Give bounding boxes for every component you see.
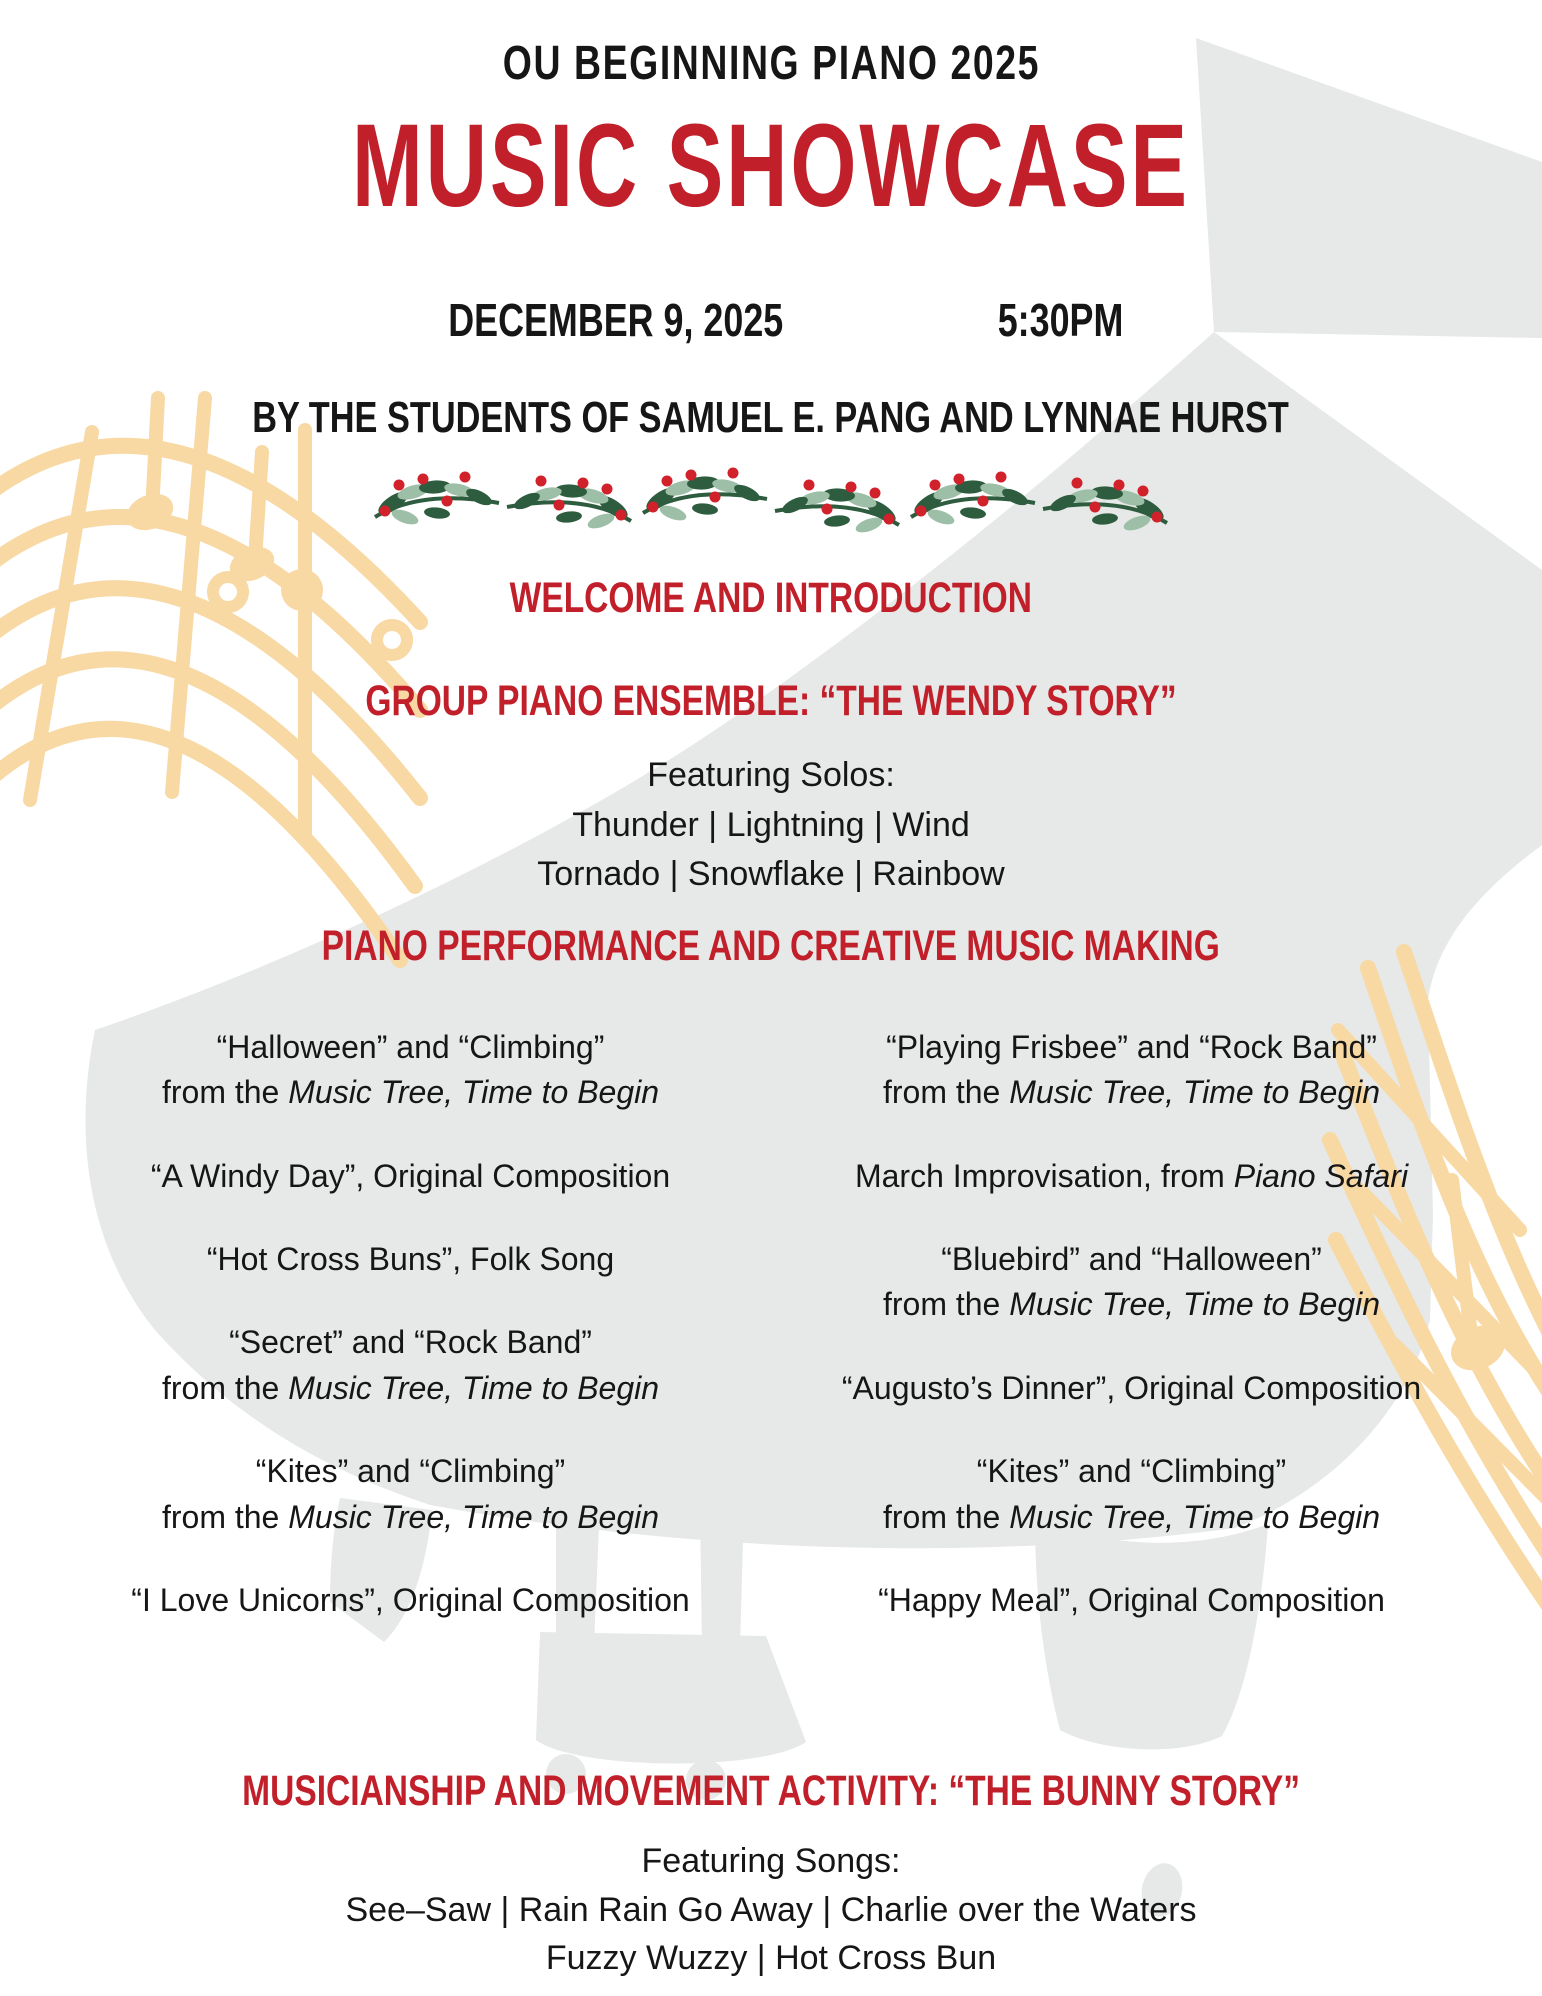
program-item-line: from the Music Tree, Time to Begin (882, 1286, 1381, 1323)
ensemble-featuring-block (0, 751, 1542, 899)
program-item-line: “A Windy Day”, Original Composition (150, 1157, 671, 1194)
program-column-left (50, 1025, 771, 1662)
musicianship-section (0, 1768, 1542, 1982)
program-column-right (771, 1025, 1492, 1662)
ensemble-featuring-label: Featuring Solos: (647, 756, 895, 795)
program-item-line: from the Music Tree, Time to Begin (882, 1498, 1381, 1535)
program-item (50, 1025, 771, 1116)
program-item-line: “Kites” and “Climbing” (255, 1453, 566, 1490)
program-item-line: “Halloween” and “Climbing” (216, 1028, 605, 1065)
ensemble-solo-line: Tornado | Snowflake | Rainbow (537, 855, 1005, 894)
program-item-line: “Augusto’s Dinner”, Original Composition (841, 1369, 1422, 1406)
event-datetime-row (0, 293, 1542, 347)
program-item-line: from the Music Tree, Time to Begin (161, 1498, 660, 1535)
program-item-line: “Bluebird” and “Halloween” (941, 1240, 1322, 1277)
event-time: 5:30PM (997, 293, 1124, 346)
program-item-line: “Playing Frisbee” and “Rock Band” (886, 1028, 1377, 1065)
main-title (0, 100, 1542, 232)
program-item (771, 1366, 1492, 1411)
program-list (0, 1025, 1542, 1662)
program-item-line: “Hot Cross Buns”, Folk Song (206, 1240, 615, 1277)
program-item (771, 1154, 1492, 1199)
welcome-heading: WELCOME AND INTRODUCTION (509, 573, 1033, 622)
program-item-line: “Happy Meal”, Original Composition (878, 1582, 1385, 1619)
holly-garland-icon (371, 461, 1171, 537)
ensemble-solo-line: Thunder | Lightning | Wind (572, 805, 970, 844)
program-item (50, 1154, 771, 1199)
program-item (771, 1449, 1492, 1540)
program-item-line: from the Music Tree, Time to Begin (161, 1369, 660, 1406)
holly-garland-divider (0, 461, 1542, 537)
program-item-line: “Secret” and “Rock Band” (229, 1324, 592, 1361)
program-item (771, 1237, 1492, 1328)
performance-heading: PIANO PERFORMANCE AND CREATIVE MUSIC MAKING (321, 922, 1221, 971)
program-item (50, 1578, 771, 1623)
musicianship-heading: MUSICIANSHIP AND MOVEMENT ACTIVITY: “THE BUNNY STORY” (242, 1767, 1300, 1815)
kicker-title-text: OU BEGINNING PIANO 2025 (502, 37, 1040, 90)
program-item-line: “I Love Unicorns”, Original Composition (131, 1582, 690, 1619)
songs-featuring-label: Featuring Songs: (641, 1842, 901, 1881)
program-item (771, 1025, 1492, 1116)
ensemble-heading: GROUP PIANO ENSEMBLE: “THE WENDY STORY” (365, 677, 1177, 726)
songs-featuring-block (0, 1837, 1542, 1982)
byline (0, 393, 1542, 443)
program-item-line: “Kites” and “Climbing” (976, 1453, 1287, 1490)
program-item (771, 1578, 1492, 1623)
event-date: DECEMBER 9, 2025 (447, 293, 783, 346)
songs-line: See–Saw | Rain Rain Go Away | Charlie over the Waters (345, 1890, 1197, 1929)
program-item-line: March Improvisation, from Piano Safari (854, 1157, 1409, 1194)
program-item-line: from the Music Tree, Time to Begin (161, 1074, 660, 1111)
program-item (50, 1449, 771, 1540)
songs-line: Fuzzy Wuzzy | Hot Cross Bun (545, 1938, 997, 1977)
kicker-title (0, 0, 1542, 91)
byline-text: BY THE STUDENTS OF SAMUEL E. PANG AND LYNNAE HURST (252, 392, 1290, 442)
program-item (50, 1237, 771, 1282)
main-title-text: MUSIC SHOWCASE (351, 100, 1191, 232)
program-item-line: from the Music Tree, Time to Begin (882, 1074, 1381, 1111)
program-item (50, 1320, 771, 1411)
